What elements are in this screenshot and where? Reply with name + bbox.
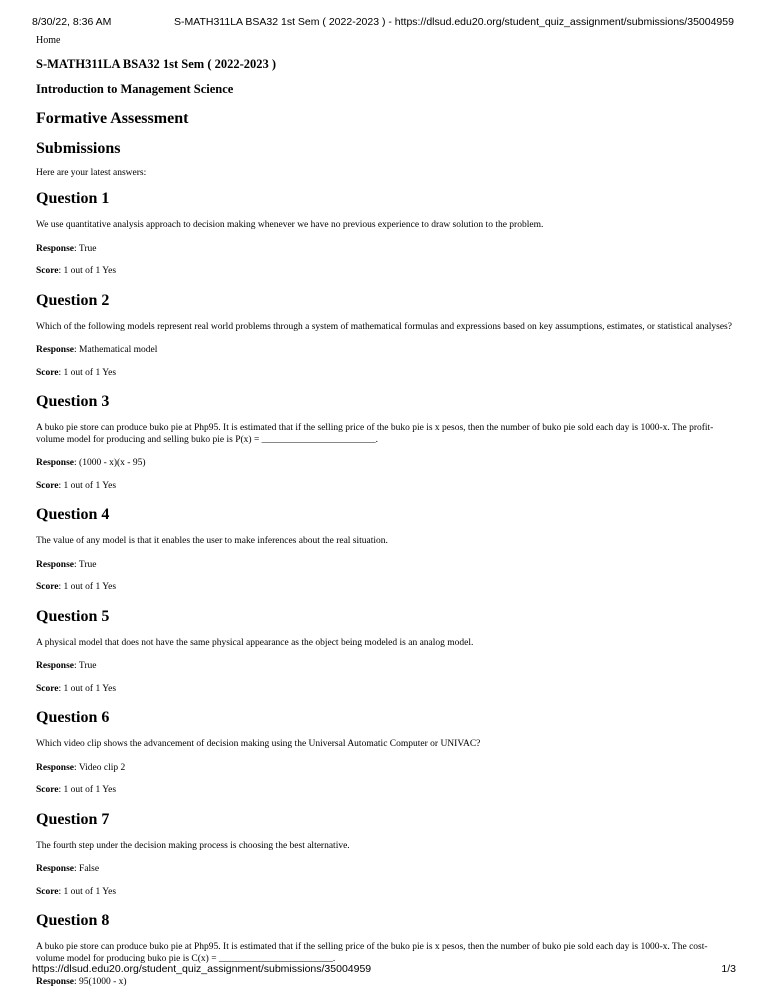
response-label: Response bbox=[36, 345, 75, 355]
question-block bbox=[36, 189, 732, 278]
score-label: Score bbox=[36, 480, 59, 491]
question-title: Question 2 bbox=[36, 291, 110, 309]
response-label: Response bbox=[36, 243, 75, 254]
course-title: S-MATH311LA BSA32 1st Sem ( 2022-2023 ) bbox=[36, 57, 277, 71]
score-label: Score bbox=[36, 785, 59, 795]
response-label: Response bbox=[36, 864, 75, 874]
print-title: S-MATH311LA BSA32 1st Sem ( 2022-2023 ) - https://dlsud.edu20.org/student_quiz_assignment/submissions/35004959 bbox=[174, 16, 734, 28]
question-title: Question 3 bbox=[36, 393, 110, 410]
question-block bbox=[36, 911, 732, 989]
response-value: : True bbox=[74, 243, 97, 254]
home-link[interactable]: Home bbox=[36, 35, 61, 46]
score-line bbox=[36, 481, 732, 493]
print-date: 8/30/22, 8:36 AM bbox=[32, 16, 112, 28]
score-label: Score bbox=[36, 582, 59, 592]
response-line bbox=[36, 661, 732, 673]
response-value: : 95(1000 - x) bbox=[74, 977, 127, 987]
question-block bbox=[36, 505, 732, 594]
subject-title: Introduction to Management Science bbox=[36, 82, 234, 96]
score-value: : 1 out of 1 Yes bbox=[58, 785, 117, 795]
score-value: : 1 out of 1 Yes bbox=[58, 367, 117, 378]
question-title: Question 1 bbox=[36, 190, 110, 207]
question-text: We use quantitative analysis approach to decision making whenever we have no previous experience to draw solution to the problem. bbox=[36, 220, 544, 230]
score-line bbox=[36, 887, 732, 899]
score-line bbox=[36, 684, 732, 696]
response-label: Response bbox=[36, 559, 75, 570]
question-block bbox=[36, 392, 732, 492]
response-line bbox=[36, 345, 732, 357]
response-label: Response bbox=[36, 458, 75, 468]
score-value: : 1 out of 1 Yes bbox=[58, 886, 117, 897]
response-line bbox=[36, 977, 732, 989]
response-line bbox=[36, 458, 732, 470]
response-value: : (1000 - x)(x - 95) bbox=[74, 458, 146, 468]
response-value: : Video clip 2 bbox=[74, 762, 126, 773]
question-text: The fourth step under the decision making process is choosing the best alternative. bbox=[36, 840, 350, 851]
response-value: : Mathematical model bbox=[74, 345, 158, 355]
question-block bbox=[36, 607, 732, 696]
question-text: A buko pie store can produce buko pie at Php95. It is estimated that if the selling price of the buko pie is x pesos, then the number of buko pie sold each day is 1000-x. The profit-volume model for producing and selling buko pie is P(x) = ________________________. bbox=[36, 423, 714, 445]
response-label: Response bbox=[36, 661, 75, 671]
response-value: : False bbox=[74, 864, 100, 874]
question-block bbox=[36, 810, 732, 899]
score-value: : 1 out of 1 Yes bbox=[58, 266, 117, 276]
score-line bbox=[36, 266, 732, 278]
response-line bbox=[36, 864, 732, 876]
submissions-heading: Submissions bbox=[36, 140, 121, 157]
question-title: Question 7 bbox=[36, 810, 110, 828]
page-number: 1/3 bbox=[721, 963, 736, 975]
question-text: Which of the following models represent real world problems through a system of mathematical formulas and expressions based on key assumptions, estimates, or statistical analyses? bbox=[36, 321, 732, 332]
page-content bbox=[36, 35, 732, 1000]
score-value: : 1 out of 1 Yes bbox=[58, 683, 117, 694]
response-line bbox=[36, 244, 732, 256]
response-line bbox=[36, 560, 732, 572]
question-title: Question 4 bbox=[36, 506, 110, 523]
response-label: Response bbox=[36, 762, 75, 773]
score-label: Score bbox=[36, 886, 59, 897]
question-text: A buko pie store can produce buko pie at Php95. It is estimated that if the selling price of the buko pie is x pesos, then the number of buko pie sold each day is 1000-x. The cost-volume model for producing buko pie is C(x) = ________________________. bbox=[36, 942, 708, 964]
assessment-title: Formative Assessment bbox=[36, 110, 189, 127]
print-url: https://dlsud.edu20.org/student_quiz_assignment/submissions/35004959 bbox=[32, 963, 372, 975]
question-title: Question 5 bbox=[36, 607, 110, 625]
score-label: Score bbox=[36, 683, 59, 694]
question-title: Question 8 bbox=[36, 912, 110, 929]
score-label: Score bbox=[36, 367, 59, 378]
response-label: Response bbox=[36, 977, 75, 987]
score-value: : 1 out of 1 Yes bbox=[58, 582, 117, 592]
intro-text: Here are your latest answers: bbox=[36, 168, 147, 178]
response-value: : True bbox=[74, 559, 97, 570]
question-title: Question 6 bbox=[36, 709, 110, 726]
score-line bbox=[36, 785, 732, 797]
response-value: : True bbox=[74, 661, 97, 671]
question-block bbox=[36, 291, 732, 380]
question-text: A physical model that does not have the same physical appearance as the object being modeled is an analog model. bbox=[36, 637, 474, 648]
score-value: : 1 out of 1 Yes bbox=[58, 480, 117, 491]
score-label: Score bbox=[36, 266, 59, 276]
question-block bbox=[36, 708, 732, 797]
score-line bbox=[36, 582, 732, 594]
response-line bbox=[36, 763, 732, 775]
print-footer bbox=[32, 963, 736, 975]
question-text: Which video clip shows the advancement of decision making using the Universal Automatic Computer or UNIVAC? bbox=[36, 739, 481, 749]
question-text: The value of any model is that it enables the user to make inferences about the real situation. bbox=[36, 536, 388, 546]
score-line bbox=[36, 368, 732, 380]
